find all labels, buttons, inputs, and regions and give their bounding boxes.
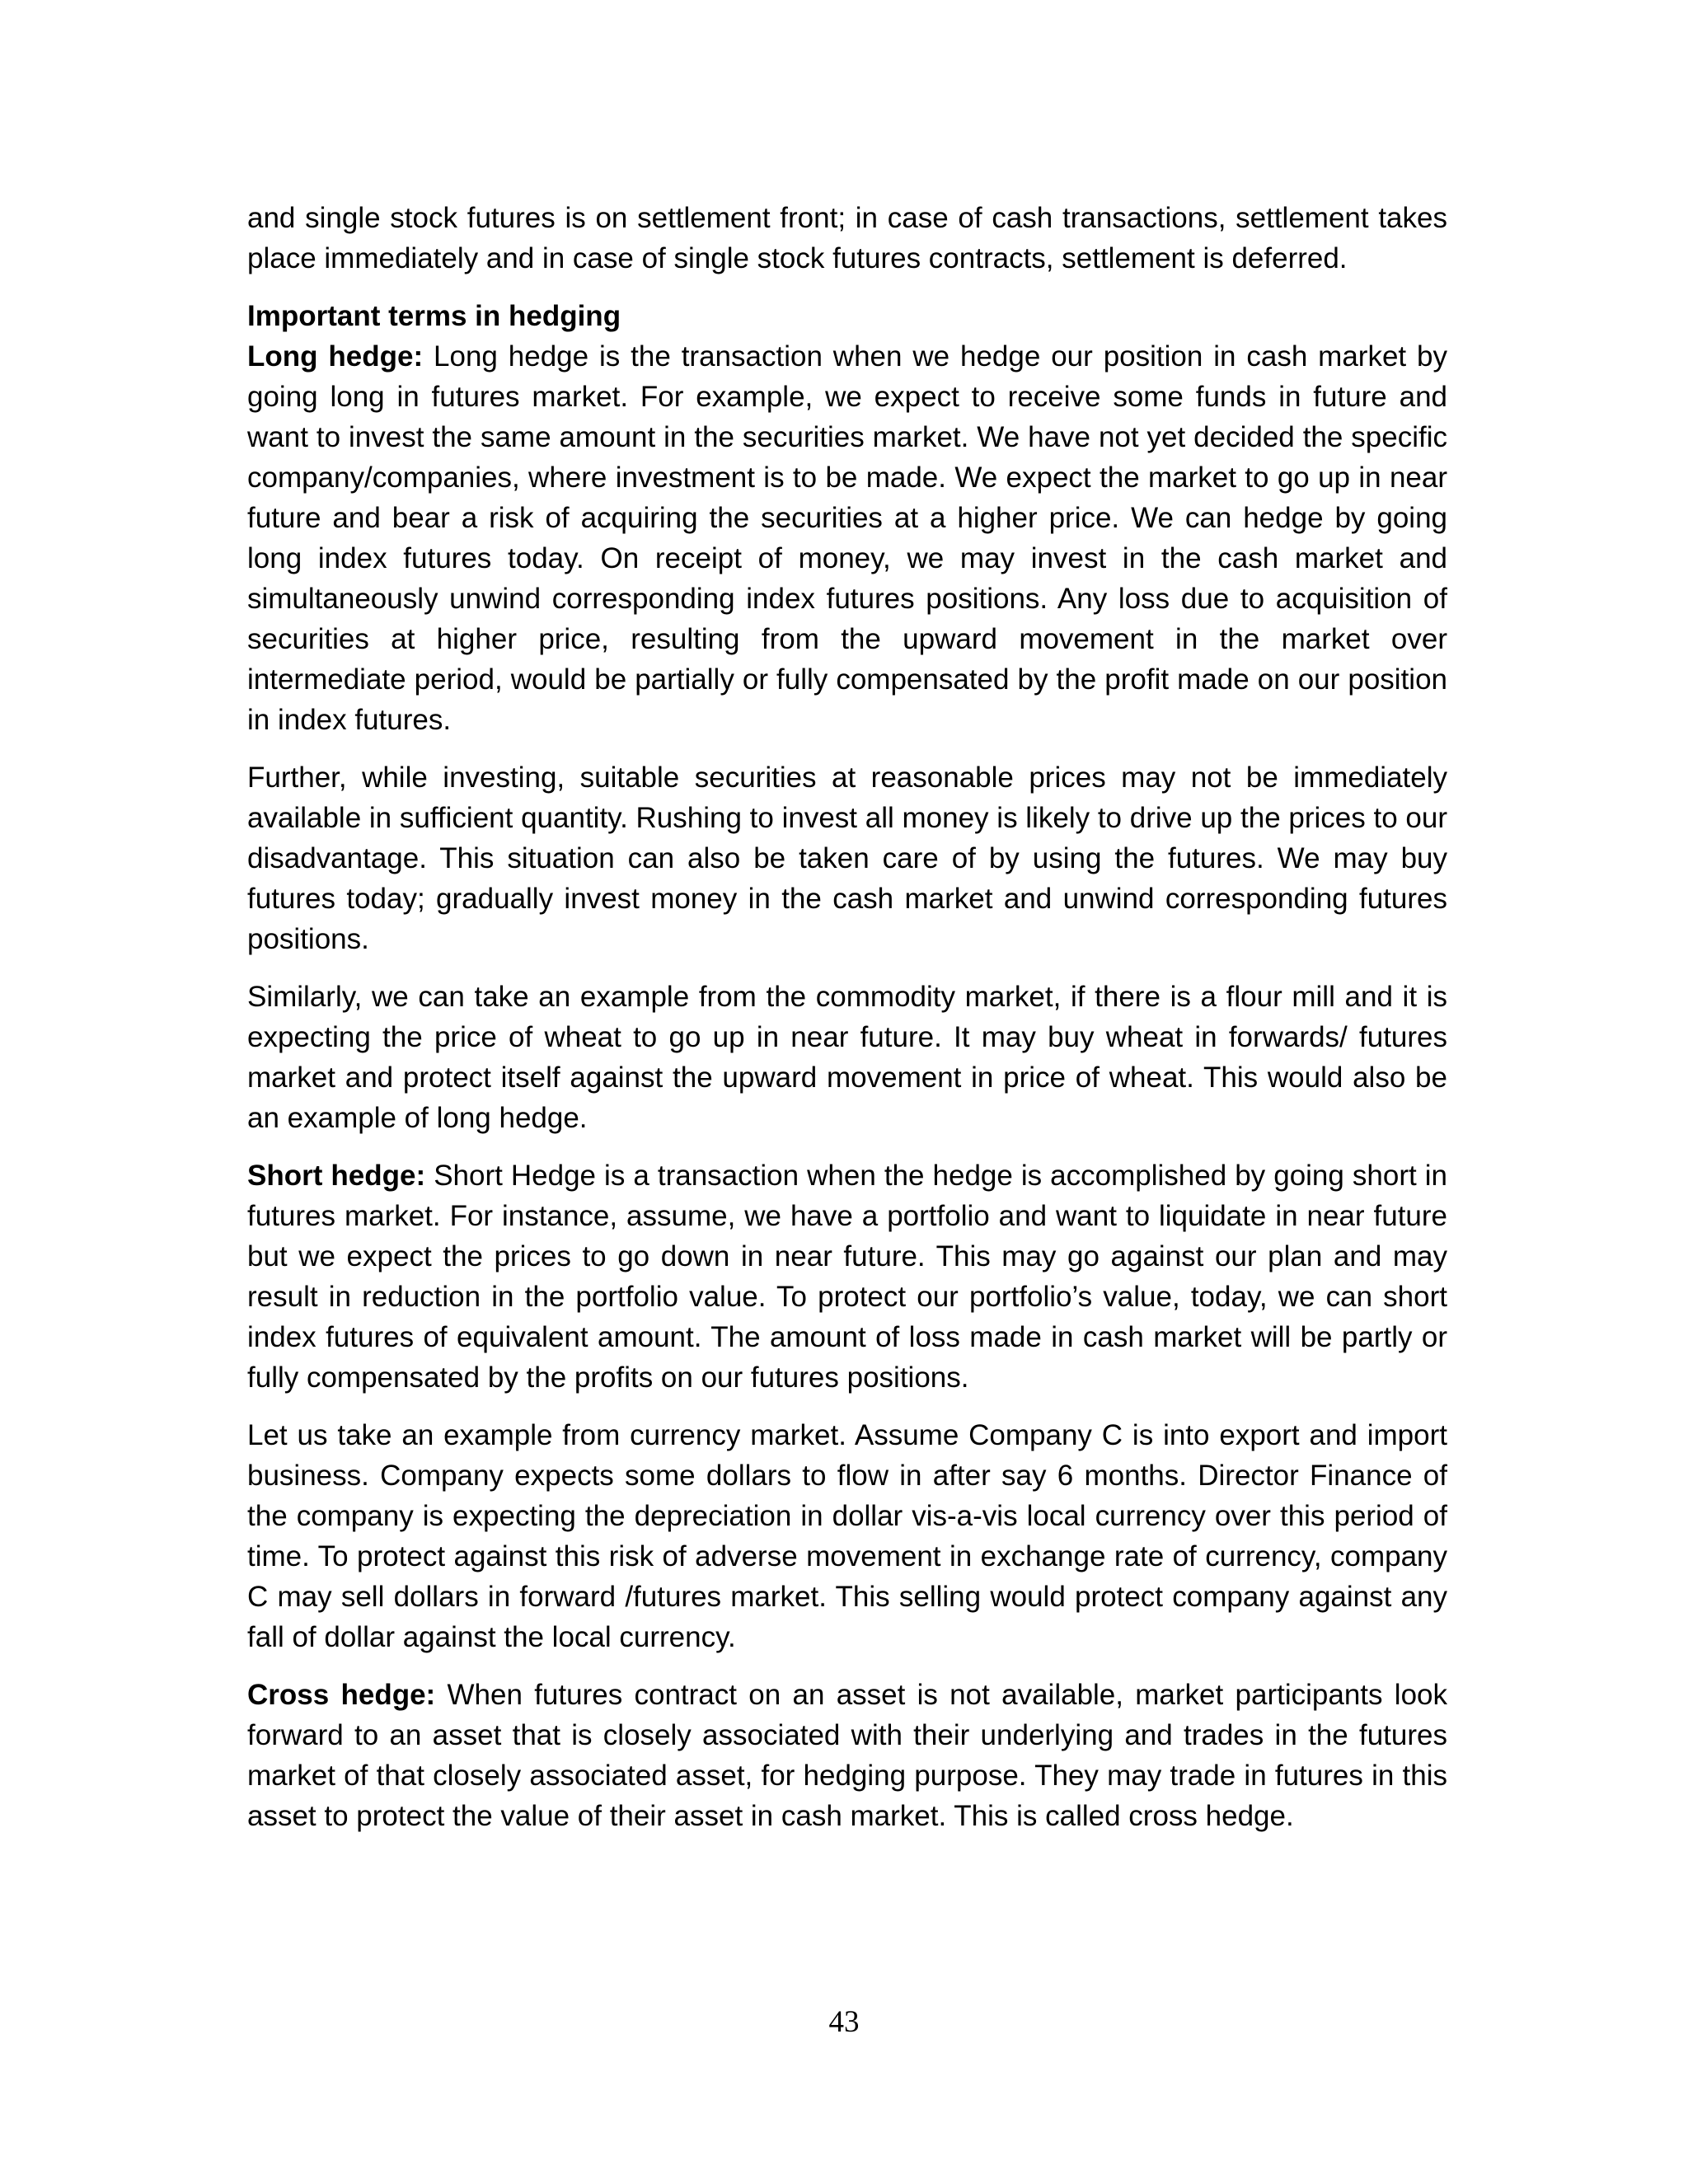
paragraph-currency-example: Let us take an example from currency market. Assume Company C is into export and import business. Company expects some dollars to flow in after say 6 months. Director Finance of the company is expecting the depreciation in dollar vis-a-vis local currency over this period of time. To protect against this risk of adverse movement in exchange rate of currency, company C may sell dollars in forward /futures market. This selling would protect company against any fall of dollar against the local currency. (247, 1419, 1447, 1653)
paragraph-short-hedge (247, 1155, 1447, 1398)
paragraph-cross-hedge (247, 1675, 1447, 1836)
long-hedge-definition: Long hedge is the transaction when we hedge our position in cash market by going long in futures market. For example, we expect to receive some funds in future and want to invest the same amount in the securities market. We have not yet decided the specific company/companies, where investment is to be made. We expect the market to go up in near future and bear a risk of acquiring the securities at a higher price. We can hedge by going long index futures today. On receipt of money, we may invest in the cash market and simultaneously unwind corresponding index futures positions. Any loss due to acquisition of securities at higher price, resulting from the upward movement in the market over intermediate period, would be partially or fully compensated by the profit made on our position in index futures. (247, 340, 1447, 736)
term-short-hedge: Short hedge: (247, 1160, 426, 1192)
cross-hedge-definition: When futures contract on an asset is not available, market participants look forward to an asset that is closely associated with their underlying and trades in the futures market of that closely associated asset, for hedging purpose. They may trade in futures in this asset to protect the value of their asset in cash market. This is called cross hedge. (247, 1679, 1447, 1832)
section-heading: Important terms in hedging (247, 300, 621, 332)
paragraph-settlement-continuation: and single stock futures is on settlement front; in case of cash transactions, settlement takes place immediately and in case of single stock futures contracts, settlement is deferred. (247, 202, 1447, 274)
paragraph-commodity-example: Similarly, we can take an example from the commodity market, if there is a flour mill and it is expecting the price of wheat to go up in near future. It may buy wheat in forwards/ futures market and protect itself against the upward movement in price of wheat. This would also be an example of long hedge. (247, 981, 1447, 1134)
body-text (247, 198, 1447, 1854)
page-number: 43 (828, 2005, 860, 2039)
term-long-hedge: Long hedge: (247, 340, 424, 373)
short-hedge-definition: Short Hedge is a transaction when the hedge is accomplished by going short in futures market. For instance, assume, we have a portfolio and want to liquidate in near future but we expect the prices to go down in near future. This may go against our plan and may result in reduction in the portfolio value. To protect our portfolio’s value, today, we can short index futures of equivalent amount. The amount of loss made in cash market will be partly or fully compensated by the profits on our futures positions. (247, 1160, 1447, 1394)
paragraph-further: Further, while investing, suitable securities at reasonable prices may not be immediately available in sufficient quantity. Rushing to invest all money is likely to drive up the prices to our disadvantage. This situation can also be taken care of by using the futures. We may buy futures today; gradually invest money in the cash market and unwind corresponding futures positions. (247, 762, 1447, 955)
paragraph-long-hedge (247, 336, 1447, 740)
term-cross-hedge: Cross hedge: (247, 1679, 436, 1711)
